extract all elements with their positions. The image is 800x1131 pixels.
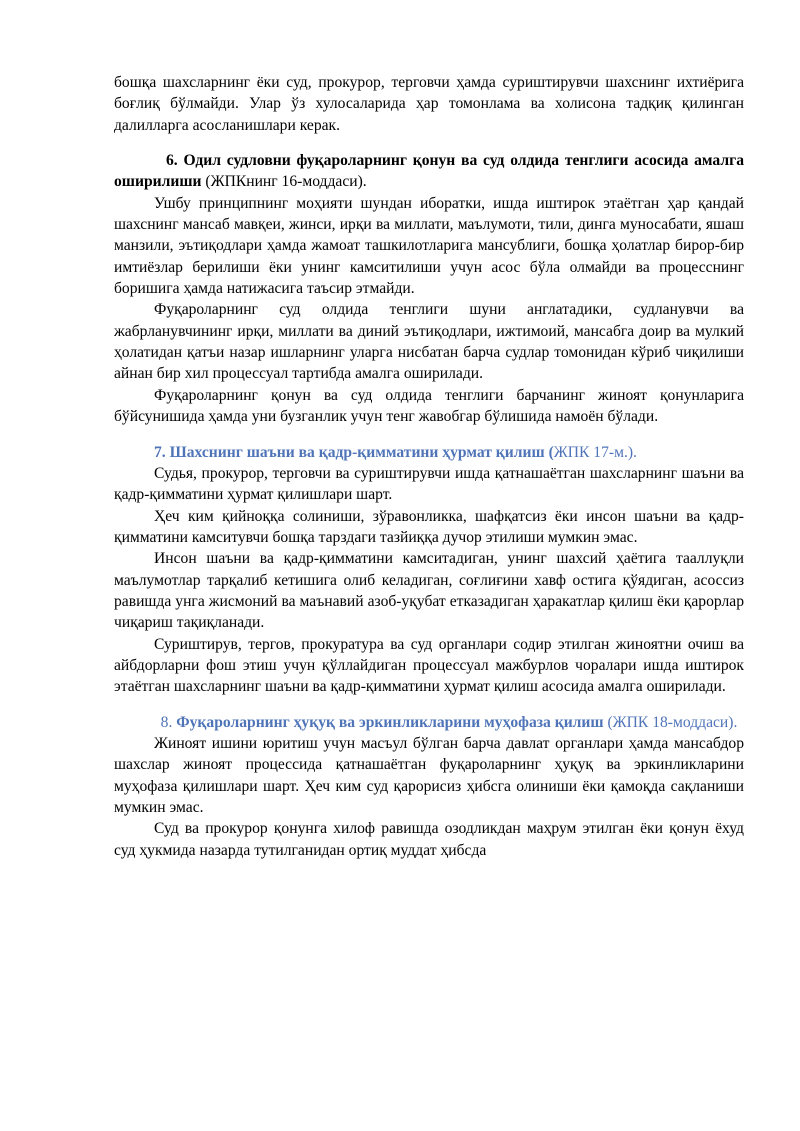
section-7-title: 7. Шахснинг шаъни ва қадр-қимматини ҳурмат қилиш ( (154, 443, 554, 461)
section-7-paragraph-3: Инсон шаъни ва қадр-қимматини камситадиган, унинг шахсий ҳаётига тааллуқли маълумотлар тарқалиб кетишига олиб келадиган, соғлиғини хавф остига қўядиган, асоссиз равишда унга жисмоний ва маънавий азоб-уқубат етказадиган ҳаракатлар қилиш ёки қарорлар чиқариш тақиқланади. (114, 550, 744, 632)
spacer (114, 136, 744, 150)
section-7-paragraph-1: Судья, прокурор, терговчи ва суриштирувчи ишда қатнашаётган шахсларнинг шаъни ва қадр-қимматини ҳурмат қилишлари шарт. (114, 464, 744, 504)
section-7-reference: ЖПК 17-м.). (553, 443, 637, 461)
document-page (114, 72, 744, 861)
section-6-paragraph-3: Фуқароларнинг қонун ва суд олдида тенглиги барчанинг жиноят қонунларига бўйсунишида ҳамда уни бузганлик учун тенг жавобгар бўлишида намоён бўлади. (114, 386, 744, 426)
section-8-paragraph-1: Жиноят ишини юритиш учун масъул бўлган барча давлат органлари ҳамда мансабдор шахслар жиноят процессида қатнашаётган фуқароларнинг ҳуқуқ ва эркинликларини муҳофаза қилишлари шарт. Ҳеч ким суд қарорисиз ҳибсга олиниши ёки қамоқда сақланиши мумкин эмас. (114, 734, 744, 816)
section-8-reference: (ЖПК 18-моддаси). (603, 713, 738, 731)
section-7-paragraph-2: Ҳеч ким қийноққа солиниши, зўравонликка, шафқатсиз ёки инсон шаъни ва қадр-қимматини камситувчи бошқа тарздаги тазйиққа дучор этилиши мумкин эмас. (114, 507, 744, 546)
section-8-heading (114, 712, 744, 733)
section-8-title: Фуқароларнинг ҳуқуқ ва эркинликларини муҳофаза қилиш (176, 713, 604, 731)
spacer (114, 698, 744, 712)
section-8-number: 8. (160, 713, 177, 731)
section-7-heading (114, 442, 744, 463)
section-8-paragraph-2: Суд ва прокурор қонунга хилоф равишда озодликдан маҳрум этилган ёки қонун ёхуд суд ҳукмида назарда тутилганидан ортиқ муддат ҳибсда (114, 820, 744, 859)
section-6-paragraph-2: Фуқароларнинг суд олдида тенглиги шуни англатадики, судланувчи ва жабрланувчининг ирқи, миллати ва диний эътиқодлари, ижтимоий, мансабга доир ва мулкий ҳолатидан қатъи назар ишларнинг уларга нисбатан барча судлар томонидан кўриб чиқилиши айнан бир хил процессуал тартибда амалга оширилади. (114, 301, 744, 383)
section-6-paragraph-1: Ушбу принципнинг моҳияти шундан иборатки, ишда иштирок этаётган ҳар қандай шахснинг мансаб мавқеи, жинси, ирқи ва миллати, маълумоти, тили, динга муносабати, яшаш манзили, эътиқодлари ҳамда жамоат ташкилотларига мансублиги, бошқа ҳолатлар бирор-бир имтиёзлар берилиши ёки унинг камситилиши учун асос бўла олмайди ва процесснинг боришига ҳамда натижасига таъсир этмайди. (114, 194, 744, 298)
section-7-paragraph-4: Суриштирув, тергов, прокуратура ва суд органлари содир этилган жиноятни очиш ва айбдорларни фош этиш учун қўллайдиган процессуал мажбурлов чоралари ишда иштирок этаётган шахсларнинг шаъни ва қадр-қимматини ҳурмат қилиш асосида амалга оширилади. (114, 635, 744, 696)
section-6-heading (114, 150, 744, 193)
spacer (114, 428, 744, 442)
section-6-reference: (ЖПКнинг 16-моддаси). (201, 173, 367, 191)
paragraph-continuation: бошқа шахсларнинг ёки суд, прокурор, терговчи ҳамда суриштирувчи шахснинг ихтиёрига боғлиқ бўлмайди. Улар ўз хулосаларида ҳар томонлама ва холисона тадқиқ қилинган далилларга асосланишлари керак. (114, 74, 744, 134)
section-6-title: 6. Одил судловни фуқароларнинг қонун ва суд олдида тенглиги асосида амалга оширилиши (114, 152, 744, 191)
